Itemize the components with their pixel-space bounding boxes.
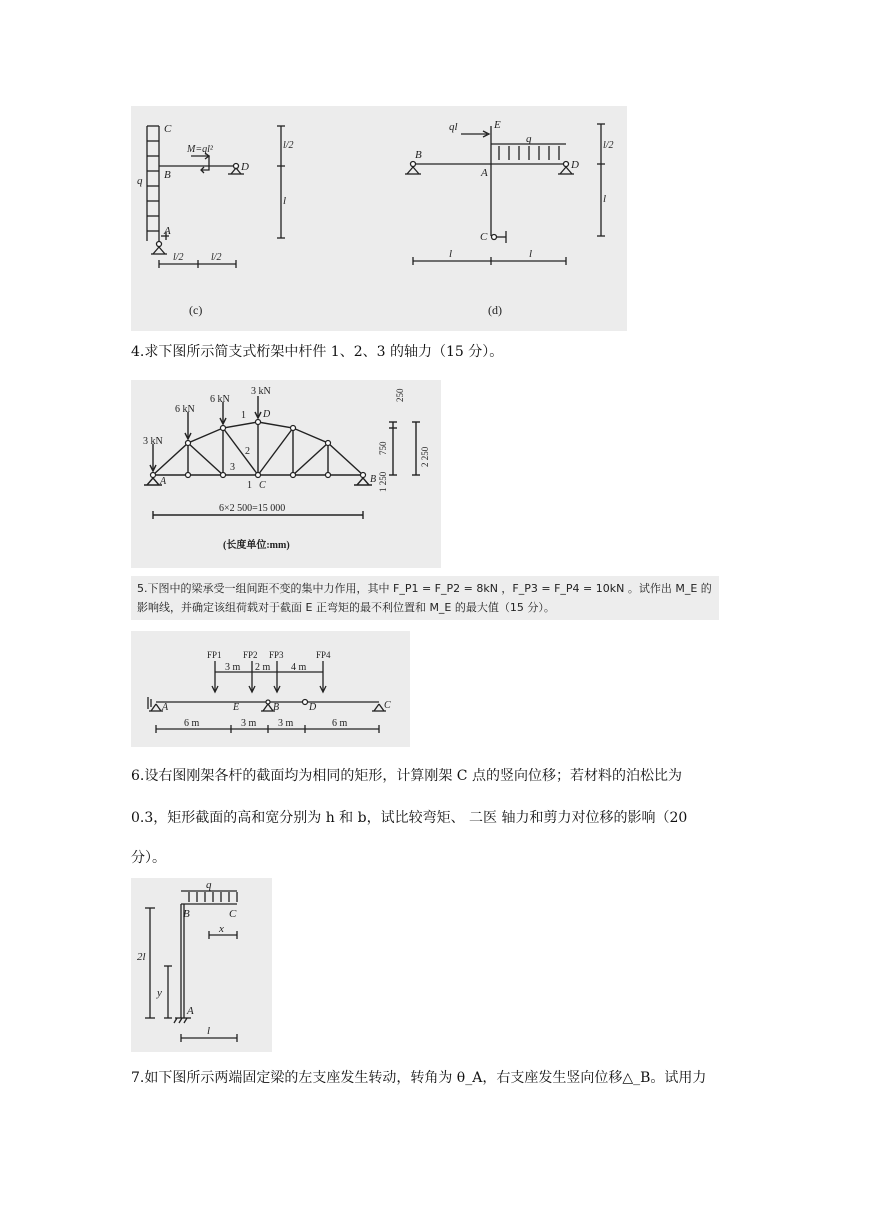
truss-units: (长度单位:mm) [223,540,290,551]
truss-label-D: D [263,409,271,420]
beam-spacing-1: 3 m [225,662,241,673]
truss-member-2: 2 [245,446,250,457]
fig-c-label-A: A [164,225,171,237]
truss-member-lower: 1 [247,480,252,491]
beam-dim-2: 3 m [241,718,257,729]
truss-member-3: 3 [230,462,235,473]
fig-d-label-ql: ql [449,121,458,133]
fig-d-dim-top: l/2 [603,140,614,151]
fig-d-caption: (d) [488,303,502,317]
fig-c-dim-b1: l/2 [173,252,184,263]
beam-load-fp2: FP2 [243,650,258,660]
frame-label-q: q [206,879,212,891]
question-7: 7.如下图所示两端固定梁的左支座发生转动，转角为 θ_A，右支座发生竖向位移△_B。试用力 [131,1070,707,1086]
frame-label-B: B [183,908,190,920]
beam-dim-3: 3 m [278,718,294,729]
fig-c-label-B: B [164,169,171,181]
truss-member-1: 1 [241,410,246,421]
question-6-line-1: 6.设右图刚架各杆的截面均为相同的矩形，计算刚架 C 点的竖向位移；若材料的泊松比为 [131,768,682,784]
fig-c-moment: M=ql² [187,144,213,155]
beam-load-fp3: FP3 [269,650,284,660]
figure-truss [131,380,441,568]
truss-span-dim: 6×2 500=15 000 [219,503,286,514]
frame-diagram [131,878,272,1052]
fig-c-caption: (c) [189,303,203,317]
question-6-line-2: 0.3，矩形截面的高和宽分别为 h 和 b，试比较弯矩、 二医 轴力和剪力对位移的影响（20 [131,810,688,826]
fig-d-label-D: D [571,159,579,171]
fig-d-dim-b1: l [449,248,453,260]
truss-dim-250: 250 [395,388,405,402]
beam-label-B: B [273,702,280,713]
fig-d-label-B: B [415,149,422,161]
beam-label-C: C [384,700,391,711]
fig-c-label-D: D [241,161,249,173]
beam-dim-4: 6 m [332,718,348,729]
frame-label-A: A [187,1005,194,1017]
truss-label-C: C [259,480,266,491]
figure-beam [131,631,410,747]
figure-frame [131,878,272,1052]
frame-label-2l: 2l [137,951,146,963]
fig-d-label-A: A [481,167,488,179]
beam-spacing-2: 2 m [255,662,271,673]
frame-diagrams-c-d [131,106,627,331]
beam-dim-1: 6 m [184,718,200,729]
fig-d-label-q: q [526,133,532,145]
fig-c-dim-b2: l/2 [211,252,222,263]
fig-d-dim-right: l [603,193,607,205]
fig-c-label-C: C [164,123,172,135]
fig-d-label-C: C [480,231,488,243]
truss-dim-1250: 1 250 [378,471,388,492]
question-6-line-3: 分）。 [131,850,166,866]
truss-label-B: B [370,474,377,485]
truss-label-A: A [160,476,167,487]
fig-c-dim-top: l/2 [283,140,294,151]
truss-dim-750: 750 [378,441,388,455]
frame-label-x: x [219,923,224,935]
fig-d-dim-b2: l [529,248,533,260]
beam-load-fp4: FP4 [316,650,331,660]
beam-label-A: A [162,702,169,713]
beam-diagram [131,631,410,747]
truss-load-A: 3 kN [143,436,163,447]
truss-dim-2250: 2 250 [420,446,430,467]
fig-c-dim-right: l [283,195,287,207]
beam-load-fp1: FP1 [207,650,222,660]
truss-load-3: 6 kN [210,394,230,405]
fig-d-label-E: E [494,119,501,131]
beam-label-E: E [233,702,240,713]
figure-c-d [131,106,627,331]
truss-load-D: 3 kN [251,386,271,397]
question-5-line-2: 影响线，并确定该组荷载对于截面 E 正弯矩的最不利位置和 M_E 的最大值（15 分）。 [137,601,555,614]
beam-label-D: D [309,702,317,713]
frame-label-l: l [207,1025,211,1037]
question-5-line-1: 5.下图中的梁承受一组间距不变的集中力作用，其中 F_P1 = F_P2 = 8kN ，F_P3 = F_P4 = 10kN 。试作出 M_E 的 [137,582,712,595]
truss-diagram [131,380,441,568]
question-4: 4.求下图所示简支式桁架中杆件 1、2、3 的轴力（15 分）。 [131,344,504,360]
truss-load-2: 6 kN [175,404,195,415]
fig-c-label-q: q [137,175,143,187]
question-5 [131,576,719,620]
frame-label-y: y [157,987,162,999]
beam-spacing-3: 4 m [291,662,307,673]
frame-label-C: C [229,908,237,920]
